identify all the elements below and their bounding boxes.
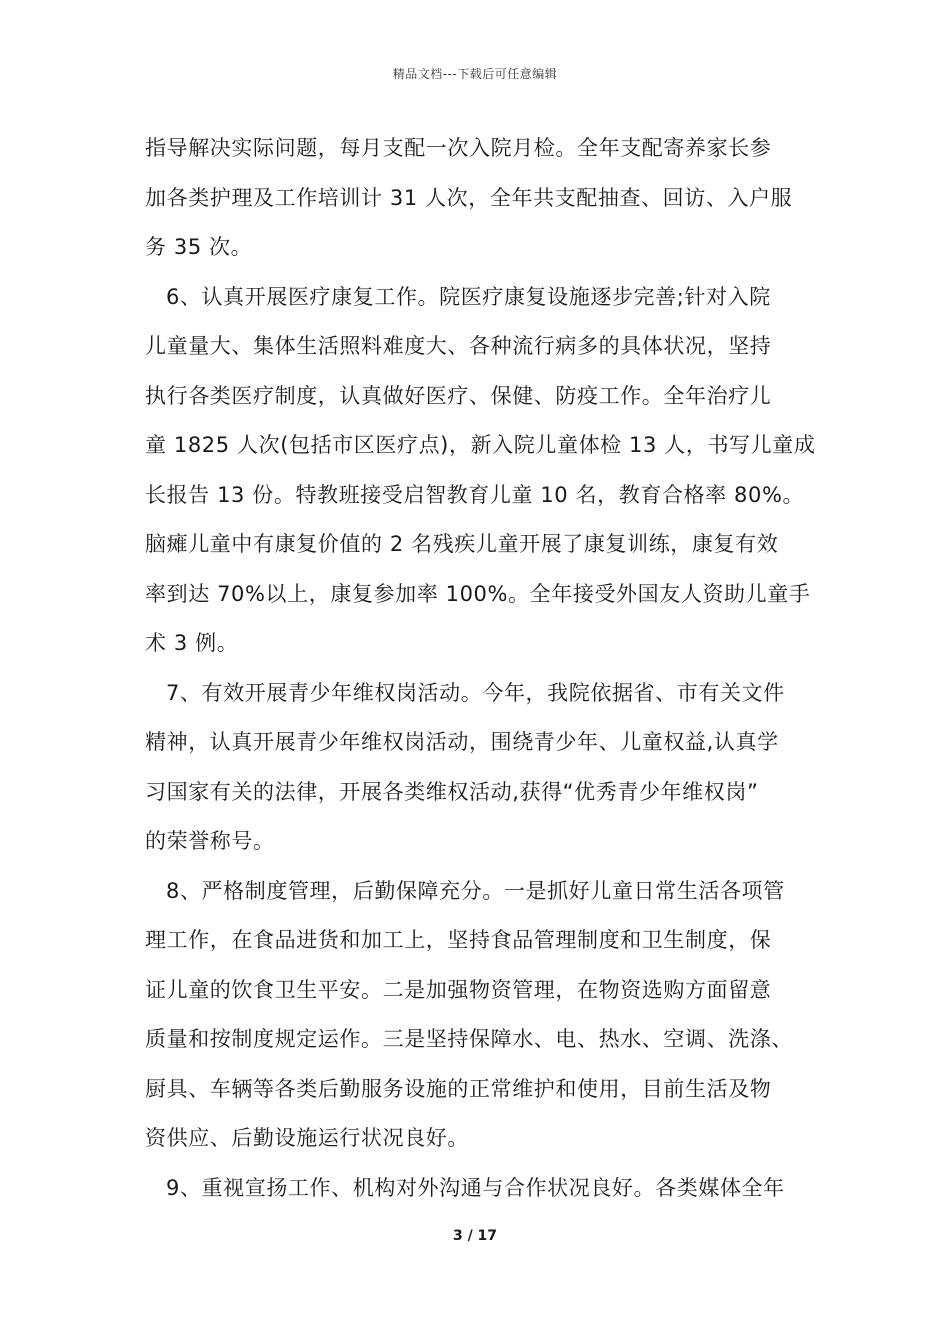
- text-line: 儿童量大、集体生活照料难度大、各种流行病多的具体状况，坚持: [145, 334, 772, 358]
- text-line: 指导解决实际问题，每月支配一次入院月检。全年支配寄养家长参: [145, 136, 772, 160]
- text-line: 加各类护理及工作培训计 31 人次，全年共支配抽查、回访、入户服: [145, 185, 793, 210]
- text-line: 厨具、车辆等各类后勤服务设施的正常维护和使用，目前生活及物: [145, 1076, 772, 1101]
- text-line: 童 1825 人次(包括市区医疗点)，新入院儿童体检 13 人，书写儿童成: [145, 433, 816, 457]
- paragraph-start-line: 8、严格制度管理，后勤保障充分。一是抓好儿童日常生活各项管: [166, 878, 785, 903]
- text-line: 长报告 13 份。特教班接受启智教育儿童 10 名，教育合格率 80%。: [145, 482, 805, 507]
- text-line: 质量和按制度规定运作。三是坚持保障水、电、热水、空调、洗涤、: [145, 1027, 793, 1051]
- text-line: 率到达 70%以上，康复参加率 100%。全年接受外国友人资助儿童手: [145, 581, 811, 606]
- paragraph-start-line: 7、有效开展青少年维权岗活动。今年，我院依据省、市有关文件: [166, 680, 785, 705]
- text-line: 脑瘫儿童中有康复价值的 2 名残疾儿童开展了康复训练，康复有效: [145, 532, 779, 556]
- text-line: 证儿童的饮食卫生平安。二是加强物资管理，在物资选购方面留意: [145, 977, 772, 1002]
- text-line: 资供应、后勤设施运行状况良好。: [145, 1126, 469, 1150]
- page-number: 3 / 17: [452, 1228, 498, 1244]
- paragraph-start-line: 9、重视宣扬工作、机构对外沟通与合作状况良好。各类媒体全年: [166, 1175, 785, 1200]
- text-line: 习国家有关的法律，开展各类维权活动,获得“优秀青少年维权岗”: [145, 779, 759, 804]
- text-line: 术 3 例。: [145, 631, 239, 655]
- text-line: 的荣誉称号。: [145, 829, 275, 853]
- text-line: 执行各类医疗制度，认真做好医疗、保健、防疫工作。全年治疗儿: [145, 383, 772, 408]
- text-line: 务 35 次。: [145, 235, 253, 259]
- page-header: 精品文档---下载后可任意编辑: [392, 67, 558, 81]
- document-body: [145, 128, 825, 1217]
- text-line: 精神，认真开展青少年维权岗活动，围绕青少年、儿童权益,认真学: [145, 730, 779, 754]
- text-line: 理工作，在食品进货和加工上，坚持食品管理制度和卫生制度，保: [145, 928, 772, 952]
- paragraph-start-line: 6、认真开展医疗康复工作。院医疗康复设施逐步完善;针对入院: [166, 284, 771, 309]
